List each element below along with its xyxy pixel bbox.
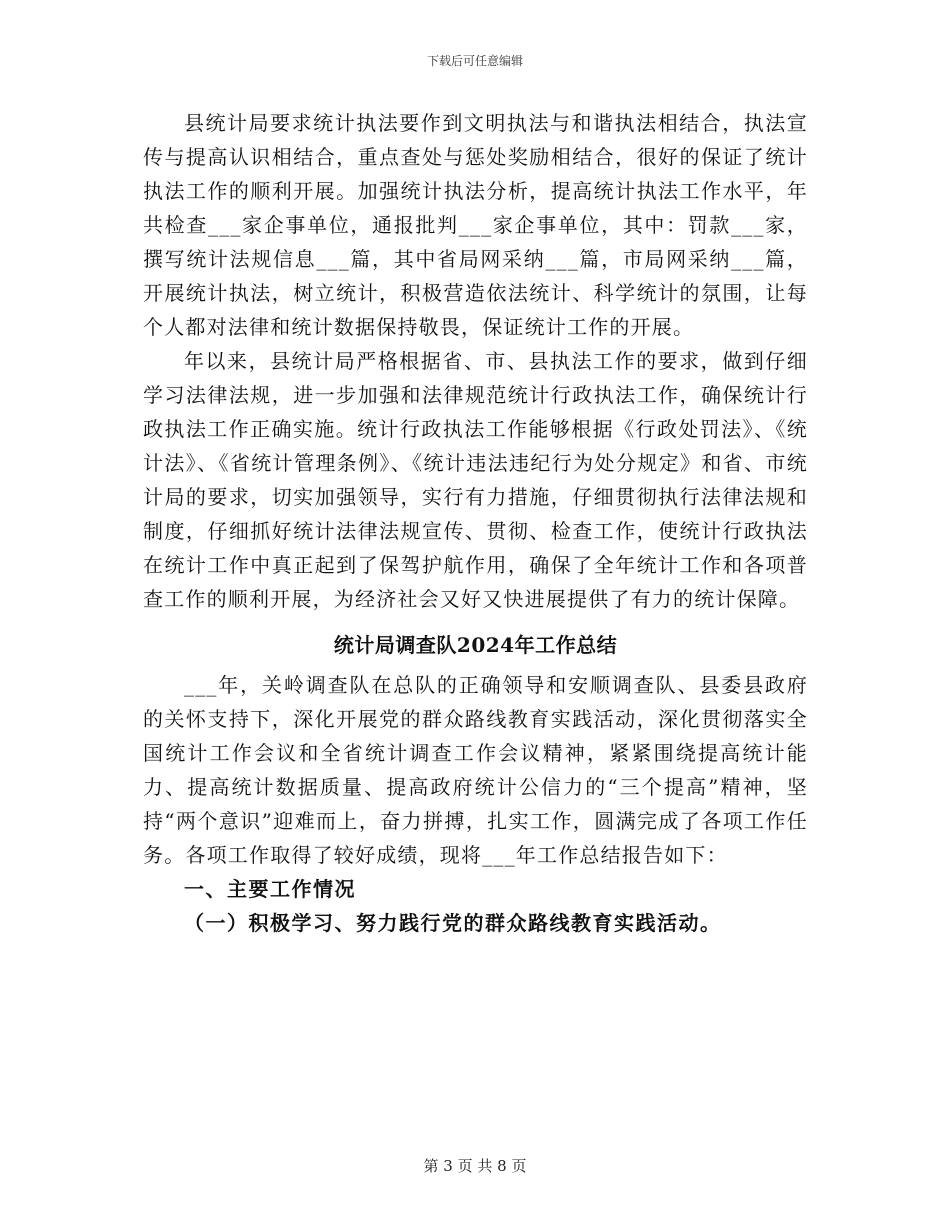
paragraph-annual-enforcement: 年以来，县统计局严格根据省、市、县执法工作的要求，做到仔细学习法律法规，进一步加强和法律规范统计行政执法工作，确保统计行政执法工作正确实施。统计行政执法工作能够根据《行政处罚法》、《统计法》、《省统计管理条例》、《统计违法违纪行为处分规定》和省、市统计局的要求，切实加强领导，实行有力措施，仔细贯彻执行法律法规和制度，仔细抓好统计法律法规宣传、贯彻、检查工作，使统计行政执法在统计工作中真正起到了保驾护航作用，确保了全年统计工作和各项普查工作的顺利开展，为经济社会又好又快进展提供了有力的统计保障。 — [143, 349, 808, 611]
document-body — [143, 106, 808, 940]
section-title: 统计局调查队2024年工作总结 — [333, 633, 618, 657]
page-footer: 第 3 页 共 8 页 — [423, 1157, 527, 1175]
heading-subsection-1: （一）积极学习、努力践行党的群众路线教育实践活动。 — [184, 911, 722, 935]
heading-main-work: 一、主要工作情况 — [184, 877, 356, 901]
paragraph-summary-intro: ___年，关岭调查队在总队的正确领导和安顺调查队、县委县政府的关怀支持下，深化开展党的群众路线教育实践活动，深化贯彻落实全国统计工作会议和全省统计调查工作会议精神，紧紧围绕提高统计能力、提高统计数据质量、提高政府统计公信力的“三个提高”精神，坚持“两个意识”迎难而上，奋力拼搏，扎实工作，圆满完成了各项工作任务。各项工作取得了较好成绩，现将___年工作总结报告如下： — [143, 673, 808, 867]
page-header: 下载后可任意编辑 — [426, 54, 523, 68]
paragraph-enforcement: 县统计局要求统计执法要作到文明执法与和谐执法相结合，执法宣传与提高认识相结合，重点查处与惩处奖励相结合，很好的保证了统计执法工作的顺利开展。加强统计执法分析，提高统计执法工作水平，年共检查___家企事单位，通报批判___家企事单位，其中：罚款___家，撰写统计法规信息___篇，其中省局网采纳___篇，市局网采纳___篇，开展统计执法，树立统计，积极营造依法统计、科学统计的氛围，让每个人都对法律和统计数据保持敬畏，保证统计工作的开展。 — [143, 111, 808, 339]
